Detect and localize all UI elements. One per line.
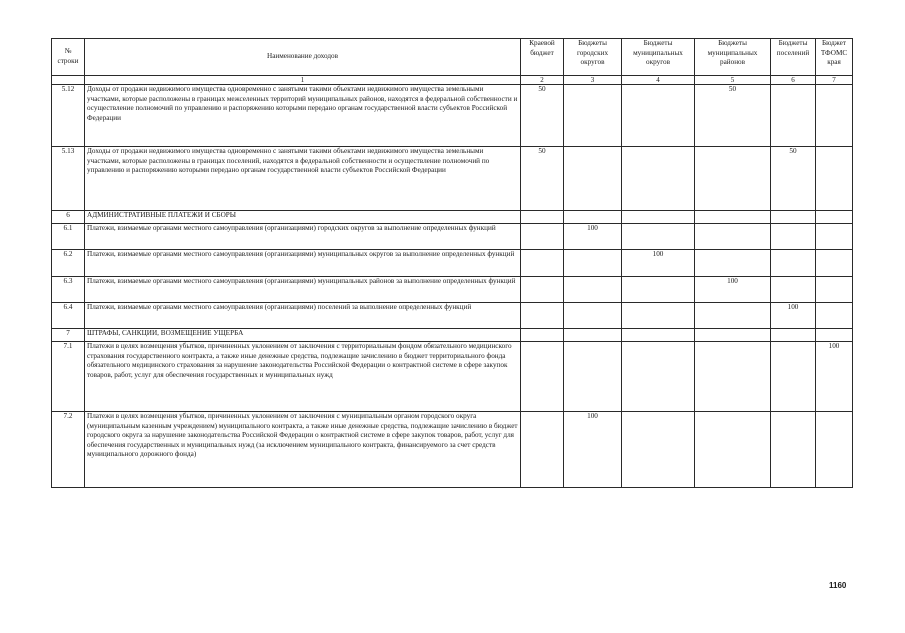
budget-share-cell bbox=[816, 250, 853, 277]
header-row-number: № строки bbox=[52, 39, 85, 76]
row-number: 7.1 bbox=[52, 342, 85, 412]
table-header-row bbox=[52, 39, 853, 76]
revenue-name: Платежи в целях возмещения убытков, причиненных уклонением от заключения с муниципальным органом городского округа (муниципальным казенным учреждением) муниципального контракта, а также иные денежные средства, подлежащие зачислению в бюджет городского округа за нарушение законодательства Российской Федерации о контрактной системе в сфере закупок товаров, работ, услуг для обеспечения государственных и муниципальных нужд (за исключением муниципального контракта, финансируемого за счет средств муниципального дорожного фонда) bbox=[85, 412, 521, 488]
budget-share-cell bbox=[622, 147, 695, 211]
budget-share-cell: 100 bbox=[695, 277, 771, 303]
header-settlements-budgets: Бюджеты поселений bbox=[771, 39, 816, 76]
budget-share-cell bbox=[771, 329, 816, 342]
budget-share-cell bbox=[521, 224, 564, 250]
budget-share-cell bbox=[816, 211, 853, 224]
budget-share-cell bbox=[622, 277, 695, 303]
budget-share-cell bbox=[622, 342, 695, 412]
table-row bbox=[52, 277, 853, 303]
budget-share-cell bbox=[695, 329, 771, 342]
row-number: 6.1 bbox=[52, 224, 85, 250]
budget-share-cell bbox=[622, 412, 695, 488]
budget-share-cell bbox=[816, 277, 853, 303]
budget-share-cell bbox=[816, 303, 853, 329]
page-number: 1160 bbox=[829, 581, 847, 590]
revenue-name: Доходы от продажи недвижимого имущества одновременно с занятыми такими объектами недвижимого имущества земельными участками, которые расположены в границах поселений, находятся в федеральной собственности и осуществление полномочий по управлению и распоряжению которыми передано органам государственной власти субъектов Российской Федерации bbox=[85, 147, 521, 211]
budget-share-cell: 100 bbox=[622, 250, 695, 277]
budget-share-cell bbox=[771, 85, 816, 147]
table-row bbox=[52, 329, 853, 342]
budget-share-cell bbox=[521, 277, 564, 303]
revenue-name: Платежи, взимаемые органами местного самоуправления (организациями) муниципальных округов за выполнение определенных функций bbox=[85, 250, 521, 277]
budget-share-cell bbox=[564, 147, 622, 211]
column-number: 5 bbox=[695, 76, 771, 85]
budget-share-cell bbox=[622, 329, 695, 342]
row-number: 6.4 bbox=[52, 303, 85, 329]
budget-share-cell bbox=[695, 211, 771, 224]
budget-share-cell bbox=[521, 329, 564, 342]
table-row bbox=[52, 250, 853, 277]
budget-share-cell bbox=[816, 412, 853, 488]
budget-share-cell bbox=[771, 342, 816, 412]
table-row bbox=[52, 211, 853, 224]
header-tfoms-budget: Бюджет ТФОМС края bbox=[816, 39, 853, 76]
budget-share-cell: 100 bbox=[564, 412, 622, 488]
table-row bbox=[52, 224, 853, 250]
budget-share-cell bbox=[695, 250, 771, 277]
column-number: 4 bbox=[622, 76, 695, 85]
budget-share-cell: 50 bbox=[521, 147, 564, 211]
column-number: 7 bbox=[816, 76, 853, 85]
budget-share-cell bbox=[564, 85, 622, 147]
column-number-row bbox=[52, 76, 853, 85]
header-municipal-districts-budgets: Бюджеты муниципальных округов bbox=[622, 39, 695, 76]
revenue-name: Платежи в целях возмещения убытков, причиненных уклонением от заключения с территориальным фондом обязательного медицинского страхования государственного контракта, а также иные денежные средства, подлежащие зачислению в бюджет территориального фонда обязательного медицинского страхования за нарушение законодательства Российской Федерации о контрактной системе в сфере закупок товаров, работ, услуг для обеспечения государственных и муниципальных нужд bbox=[85, 342, 521, 412]
revenue-name: ШТРАФЫ, САНКЦИИ, ВОЗМЕЩЕНИЕ УЩЕРБА bbox=[85, 329, 521, 342]
budget-share-cell bbox=[521, 342, 564, 412]
budget-share-cell bbox=[521, 303, 564, 329]
column-number: 3 bbox=[564, 76, 622, 85]
budget-share-cell: 50 bbox=[695, 85, 771, 147]
row-number: 5.12 bbox=[52, 85, 85, 147]
budget-share-cell bbox=[816, 147, 853, 211]
budget-share-cell bbox=[521, 412, 564, 488]
budget-share-cell bbox=[564, 342, 622, 412]
budget-share-cell bbox=[622, 224, 695, 250]
budget-share-cell bbox=[695, 147, 771, 211]
budget-share-cell bbox=[816, 224, 853, 250]
header-revenue-name: Наименование доходов bbox=[85, 39, 521, 76]
header-municipal-areas-budgets: Бюджеты муниципальных районов bbox=[695, 39, 771, 76]
budget-share-cell bbox=[564, 211, 622, 224]
budget-share-cell bbox=[816, 329, 853, 342]
row-number: 6.2 bbox=[52, 250, 85, 277]
budget-share-cell bbox=[695, 224, 771, 250]
budget-share-cell bbox=[771, 250, 816, 277]
budget-share-cell: 100 bbox=[564, 224, 622, 250]
table-row bbox=[52, 342, 853, 412]
column-number: 1 bbox=[85, 76, 521, 85]
budget-share-cell: 100 bbox=[816, 342, 853, 412]
column-number bbox=[52, 76, 85, 85]
budget-share-cell bbox=[521, 211, 564, 224]
budget-share-cell: 50 bbox=[521, 85, 564, 147]
budget-share-cell: 50 bbox=[771, 147, 816, 211]
revenue-name: Платежи, взимаемые органами местного самоуправления (организациями) муниципальных районов за выполнение определенных функций bbox=[85, 277, 521, 303]
table-row bbox=[52, 412, 853, 488]
budget-share-cell bbox=[771, 211, 816, 224]
budget-share-cell bbox=[816, 85, 853, 147]
budget-share-cell bbox=[771, 224, 816, 250]
budget-share-cell bbox=[695, 303, 771, 329]
budget-share-cell bbox=[564, 277, 622, 303]
revenue-name: АДМИНИСТРАТИВНЫЕ ПЛАТЕЖИ И СБОРЫ bbox=[85, 211, 521, 224]
revenue-name: Платежи, взимаемые органами местного самоуправления (организациями) городских округов за выполнение определенных функций bbox=[85, 224, 521, 250]
budget-share-cell bbox=[564, 329, 622, 342]
budget-share-cell bbox=[695, 412, 771, 488]
row-number: 7.2 bbox=[52, 412, 85, 488]
budget-share-cell bbox=[521, 250, 564, 277]
column-number: 2 bbox=[521, 76, 564, 85]
header-city-districts-budgets: Бюджеты городских округов bbox=[564, 39, 622, 76]
revenue-name: Доходы от продажи недвижимого имущества одновременно с занятыми такими объектами недвижимого имущества земельными участками, которые расположены в границах межселенных территорий муниципальных районов, находятся в федеральной собственности и осуществление полномочий по управлению и распоряжению которыми передано органам государственной власти субъектов Российской Федерации bbox=[85, 85, 521, 147]
budget-share-cell bbox=[564, 250, 622, 277]
budget-share-cell bbox=[771, 412, 816, 488]
table-row bbox=[52, 303, 853, 329]
table-row bbox=[52, 85, 853, 147]
table-row bbox=[52, 147, 853, 211]
budget-share-cell bbox=[622, 85, 695, 147]
row-number: 5.13 bbox=[52, 147, 85, 211]
row-number: 6.3 bbox=[52, 277, 85, 303]
budget-share-cell bbox=[695, 342, 771, 412]
budget-share-cell bbox=[564, 303, 622, 329]
column-number: 6 bbox=[771, 76, 816, 85]
row-number: 7 bbox=[52, 329, 85, 342]
revenue-table bbox=[51, 38, 853, 488]
row-number: 6 bbox=[52, 211, 85, 224]
budget-share-cell bbox=[622, 211, 695, 224]
revenue-name: Платежи, взимаемые органами местного самоуправления (организациями) поселений за выполнение определенных функций bbox=[85, 303, 521, 329]
budget-share-cell: 100 bbox=[771, 303, 816, 329]
budget-share-cell bbox=[771, 277, 816, 303]
header-regional-budget: Краевой бюджет bbox=[521, 39, 564, 76]
budget-share-cell bbox=[622, 303, 695, 329]
